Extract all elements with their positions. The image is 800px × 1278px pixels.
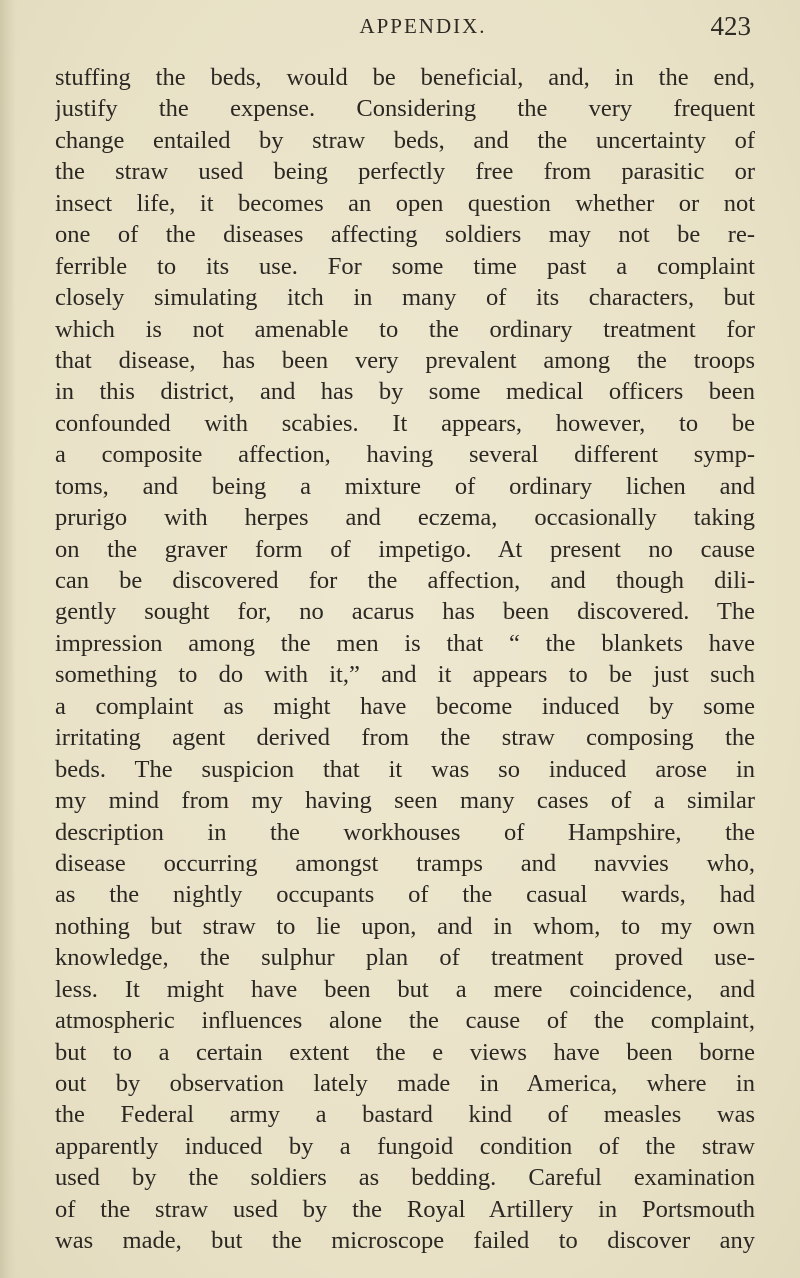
text-line: something to do with it,” and it appears to be just such	[55, 661, 755, 689]
text-line: can be discovered for the affection, and though dili-	[55, 567, 755, 594]
text-line: beds. The suspicion that it was so induced arose in	[55, 755, 755, 783]
page-number: 423	[710, 11, 751, 41]
text-line: description in the workhouses of Hampshire, the	[55, 818, 755, 846]
text-line: which is not amenable to the ordinary treatment for	[55, 315, 755, 343]
text-line: disease occurring amongst tramps and navvies who,	[55, 849, 755, 877]
text-line: was made, but the microscope failed to discover any	[55, 1227, 755, 1255]
text-line: prurigo with herpes and eczema, occasionally taking	[55, 504, 755, 532]
text-line: of the straw used by the Royal Artillery in Portsmouth	[55, 1195, 755, 1223]
text-line: atmospheric influences alone the cause of the complaint,	[55, 1007, 755, 1035]
body-text	[55, 62, 755, 1257]
text-line: toms, and being a mixture of ordinary lichen and	[55, 472, 755, 500]
text-line: out by observation lately made in America, where in	[55, 1070, 755, 1097]
text-line: one of the diseases affecting soldiers may not be re-	[55, 221, 755, 249]
text-line: change entailed by straw beds, and the uncertainty of	[55, 126, 755, 154]
text-line: the Federal army a bastard kind of measles was	[55, 1101, 755, 1129]
text-line: irritating agent derived from the straw composing the	[55, 724, 755, 752]
text-line: but to a certain extent the e views have been borne	[55, 1038, 755, 1066]
text-line: nothing but straw to lie upon, and in whom, to my own	[55, 912, 755, 940]
text-line: in this district, and has by some medical officers been	[55, 378, 755, 406]
text-line: my mind from my having seen many cases of a similar	[55, 787, 755, 815]
text-line: on the graver form of impetigo. At present no cause	[55, 535, 755, 563]
text-line: closely simulating itch in many of its characters, but	[55, 284, 755, 312]
text-line: less. It might have been but a mere coincidence, and	[55, 975, 755, 1003]
running-head: APPENDIX.	[359, 14, 487, 38]
text-line: justify the expense. Considering the very frequent	[55, 95, 755, 123]
page-header	[55, 11, 751, 48]
page-binding-edge	[0, 0, 16, 1278]
text-line: stuffing the beds, would be beneficial, and, in the end,	[55, 64, 755, 91]
text-line: apparently induced by a fungoid condition of the straw	[55, 1132, 755, 1160]
text-line: a composite affection, having several different symp-	[55, 441, 755, 469]
text-line: the straw used being perfectly free from parasitic or	[55, 158, 755, 186]
text-line: used by the soldiers as bedding. Careful examination	[55, 1164, 755, 1192]
text-line: that disease, has been very prevalent among the troops	[55, 346, 755, 374]
text-line: gently sought for, no acarus has been discovered. The	[55, 598, 755, 626]
text-line: knowledge, the sulphur plan of treatment proved use-	[55, 944, 755, 972]
text-line: impression among the men is that “ the blankets have	[55, 629, 755, 657]
text-line: confounded with scabies. It appears, however, to be	[55, 409, 755, 437]
text-line: as the nightly occupants of the casual wards, had	[55, 881, 755, 909]
text-line: a complaint as might have become induced by some	[55, 692, 755, 720]
text-line: insect life, it becomes an open question whether or not	[55, 189, 755, 217]
text-line: ferrible to its use. For some time past a complaint	[55, 252, 755, 280]
